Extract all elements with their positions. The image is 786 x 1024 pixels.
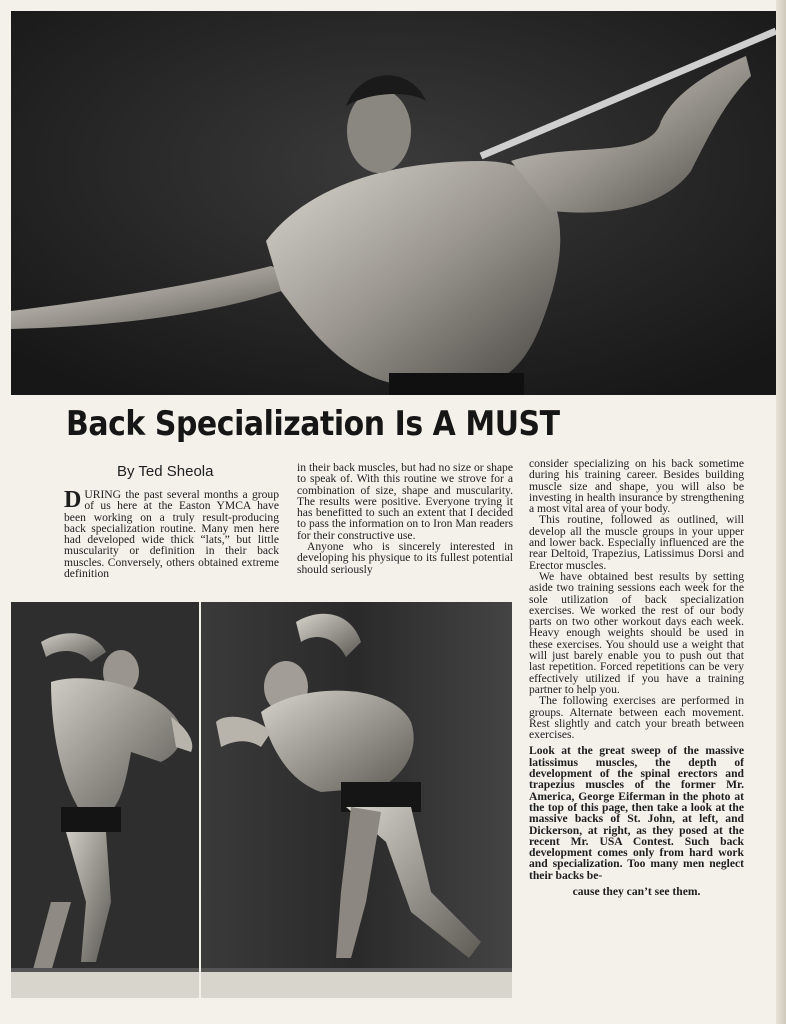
top-photo-image bbox=[11, 11, 776, 395]
photo-left-image bbox=[11, 602, 199, 998]
photo-caption-end: cause they can’t see them. bbox=[572, 884, 701, 898]
photo-left-st-john bbox=[11, 602, 199, 998]
text-column-2 bbox=[297, 462, 513, 596]
paragraph bbox=[64, 489, 279, 579]
top-photo-back-pose bbox=[11, 11, 776, 395]
headline: Back Specialization Is A MUST bbox=[66, 404, 560, 444]
paragraph: This routine, followed as outlined, will develop all the muscle groups in your upper and lower back. Especially influenced are the rear Deltoid, Trapezius, Latissimus Dorsi and Erector muscles. bbox=[529, 513, 744, 572]
paragraph: The following exercises are performed in groups. Alternate between each movement. Rest slightly and catch your breath between exercises. bbox=[529, 694, 744, 742]
drop-cap: D bbox=[64, 489, 82, 513]
photo-right-image bbox=[201, 602, 512, 998]
paragraph: in their back muscles, but had no size or shape to speak of. With this routine we strove for a combination of size, shape and muscularity. The results were positive. Everyone trying it has benefitted to such an extent that I decided to pass the information on to Iron Man readers for their constructive use. bbox=[297, 462, 513, 542]
page-edge bbox=[776, 0, 786, 1024]
paragraph: consider specializing on his back sometime during his training career. Besides building muscle size and shape, you will also be investing in health insurance by strengthening a most vital area of your body. bbox=[529, 458, 744, 516]
text-column-1 bbox=[64, 489, 279, 595]
text-column-3 bbox=[529, 458, 744, 963]
byline: By Ted Sheola bbox=[117, 463, 214, 480]
photo-right-dickerson bbox=[201, 602, 512, 998]
paragraph: We have obtained best results by setting aside two training sessions each week for the sole utilization of back specialization exercises. We worked the rest of our body parts on two other workout days each week. Heavy enough weights should be used in these exercises. You should use a weight that will just barely enable you to push out that last repetition. Forced repetitions can be very effectively utilized if you have a training partner to help you. bbox=[529, 569, 744, 696]
paragraph-text: URING the past several months a group of us here at the Easton YMCA have been working on a truly result-producing back specialization routine. Many men here had developed wide thick “lats,” but little muscularity or definition in their back muscles. Conversely, others obtained extreme definition bbox=[64, 489, 279, 581]
paragraph: Anyone who is sincerely interested in developing his physique to its fullest potential should seriously bbox=[297, 540, 513, 576]
photo-caption: Look at the great sweep of the massive latissimus muscles, the depth of development of the spinal erectors and trapezius muscles of the former Mr. America, George Eiferman in the photo at the top of this page, then take a look at the massive backs of St. John, at left, and Dickerson, at right, as they posed at the recent Mr. USA Contest. Such back development comes only from hard work and specialization. Too many men neglect their backs be- bbox=[529, 744, 744, 882]
